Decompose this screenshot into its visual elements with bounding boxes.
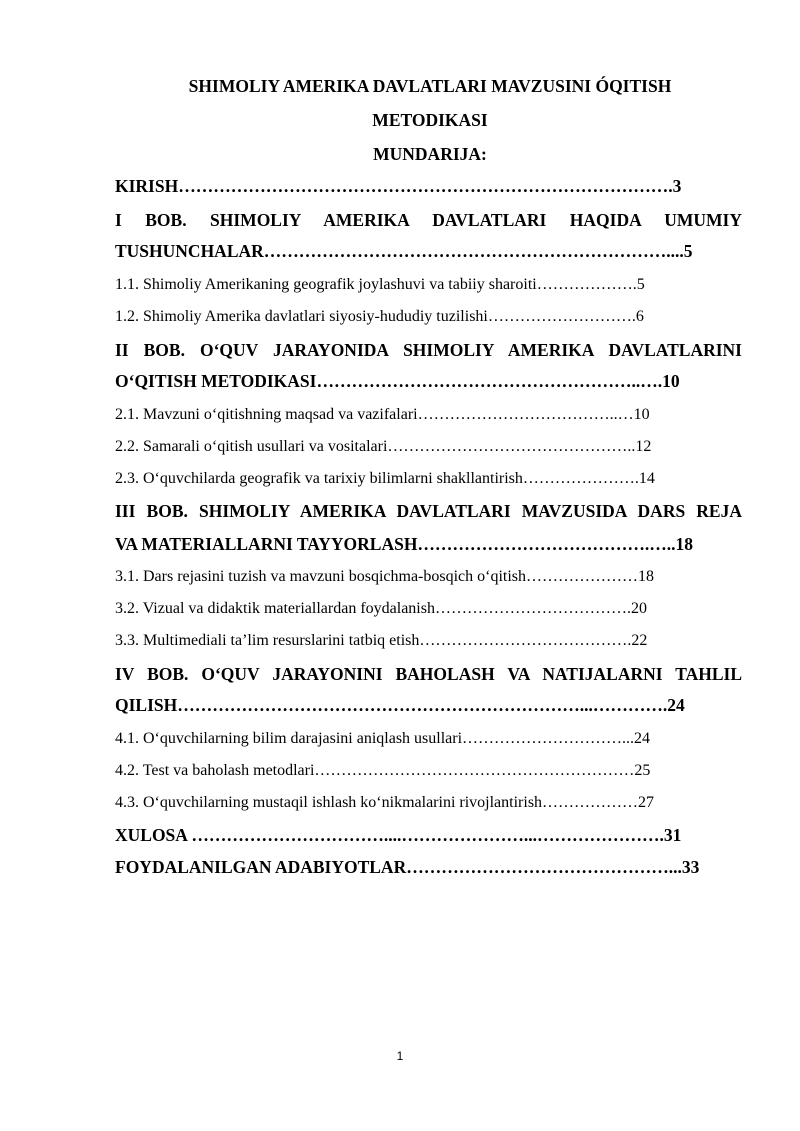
toc-entry-adabiyotlar: FOYDALANILGAN ADABIYOTLAR………………………………………...33 bbox=[115, 857, 700, 877]
toc-entry-chapter-2-line1: II BOB. O‘QUV JARAYONIDA SHIMOLIY AMERIKA DAVLATLARINI bbox=[115, 340, 742, 360]
toc-entry-chapter-2-line2: O‘QITISH METODIKASI………………………………………………..….10 bbox=[115, 371, 680, 391]
toc-entry-chapter-4-line1: IV BOB. O‘QUV JARAYONINI BAHOLASH VA NATIJALARNI TAHLIL bbox=[115, 664, 742, 684]
toc-entry-section-4-3: 4.3. O‘quvchilarning mustaqil ishlash ko‘nikmalarini rivojlantirish………………27 bbox=[115, 794, 655, 811]
toc-entry-xulosa: XULOSA ……………………………....…………………...………………….31 bbox=[115, 825, 682, 845]
toc-entry-section-3-3: 3.3. Multimediali ta’lim resurslarini tatbiq etish………………………………….22 bbox=[115, 632, 648, 649]
contents-heading: MUNDARIJA: bbox=[373, 144, 487, 164]
toc-entry-section-4-2: 4.2. Test va baholash metodlari……………………………………………………25 bbox=[115, 762, 651, 779]
toc-entry-section-3-2: 3.2. Vizual va didaktik materiallardan foydalanish……………………………….20 bbox=[115, 600, 647, 617]
toc-entry-kirish: KIRISH………………………………………………………………………….3 bbox=[115, 176, 682, 196]
page-number: 1 bbox=[396, 1049, 404, 1063]
toc-entry-section-2-1: 2.1. Mavzuni o‘qitishning maqsad va vazifalari………………………………..…10 bbox=[115, 406, 650, 423]
toc-entry-section-2-3: 2.3. O‘quvchilarda geografik va tarixiy bilimlarni shakllantirish………………….14 bbox=[115, 470, 655, 487]
toc-entry-section-3-1: 3.1. Dars rejasini tuzish va mavzuni bosqichma-bosqich o‘qitish…………………18 bbox=[115, 568, 655, 585]
toc-entry-chapter-1-line2: TUSHUNCHALAR……………………………………………………………....5 bbox=[115, 241, 693, 261]
toc-entry-section-2-2: 2.2. Samarali o‘qitish usullari va vositalari………………………………………..12 bbox=[115, 438, 652, 455]
document-title-line2: METODIKASI bbox=[372, 110, 488, 130]
toc-entry-chapter-4-line2: QILISH……………………………………………………………...………….24 bbox=[115, 695, 685, 715]
toc-entry-chapter-3-line2: VA MATERIALLARNI TAYYORLASH………………………………….…..18 bbox=[115, 534, 694, 554]
toc-entry-section-1-1: 1.1. Shimoliy Amerikaning geografik joylashuvi va tabiiy sharoiti……………….5 bbox=[115, 276, 645, 293]
toc-entry-section-4-1: 4.1. O‘quvchilarning bilim darajasini aniqlash usullari…………………………...24 bbox=[115, 730, 651, 747]
document-title-line1: SHIMOLIY AMERIKA DAVLATLARI MAVZUSINI ÓQITISH bbox=[188, 76, 672, 96]
toc-entry-chapter-1-line1: I BOB. SHIMOLIY AMERIKA DAVLATLARI HAQIDA UMUMIY bbox=[115, 210, 742, 230]
toc-entry-section-1-2: 1.2. Shimoliy Amerika davlatlari siyosiy-hududiy tuzilishi……………………….6 bbox=[115, 308, 644, 325]
toc-entry-chapter-3-line1: III BOB. SHIMOLIY AMERIKA DAVLATLARI MAVZUSIDA DARS REJA bbox=[115, 501, 742, 521]
